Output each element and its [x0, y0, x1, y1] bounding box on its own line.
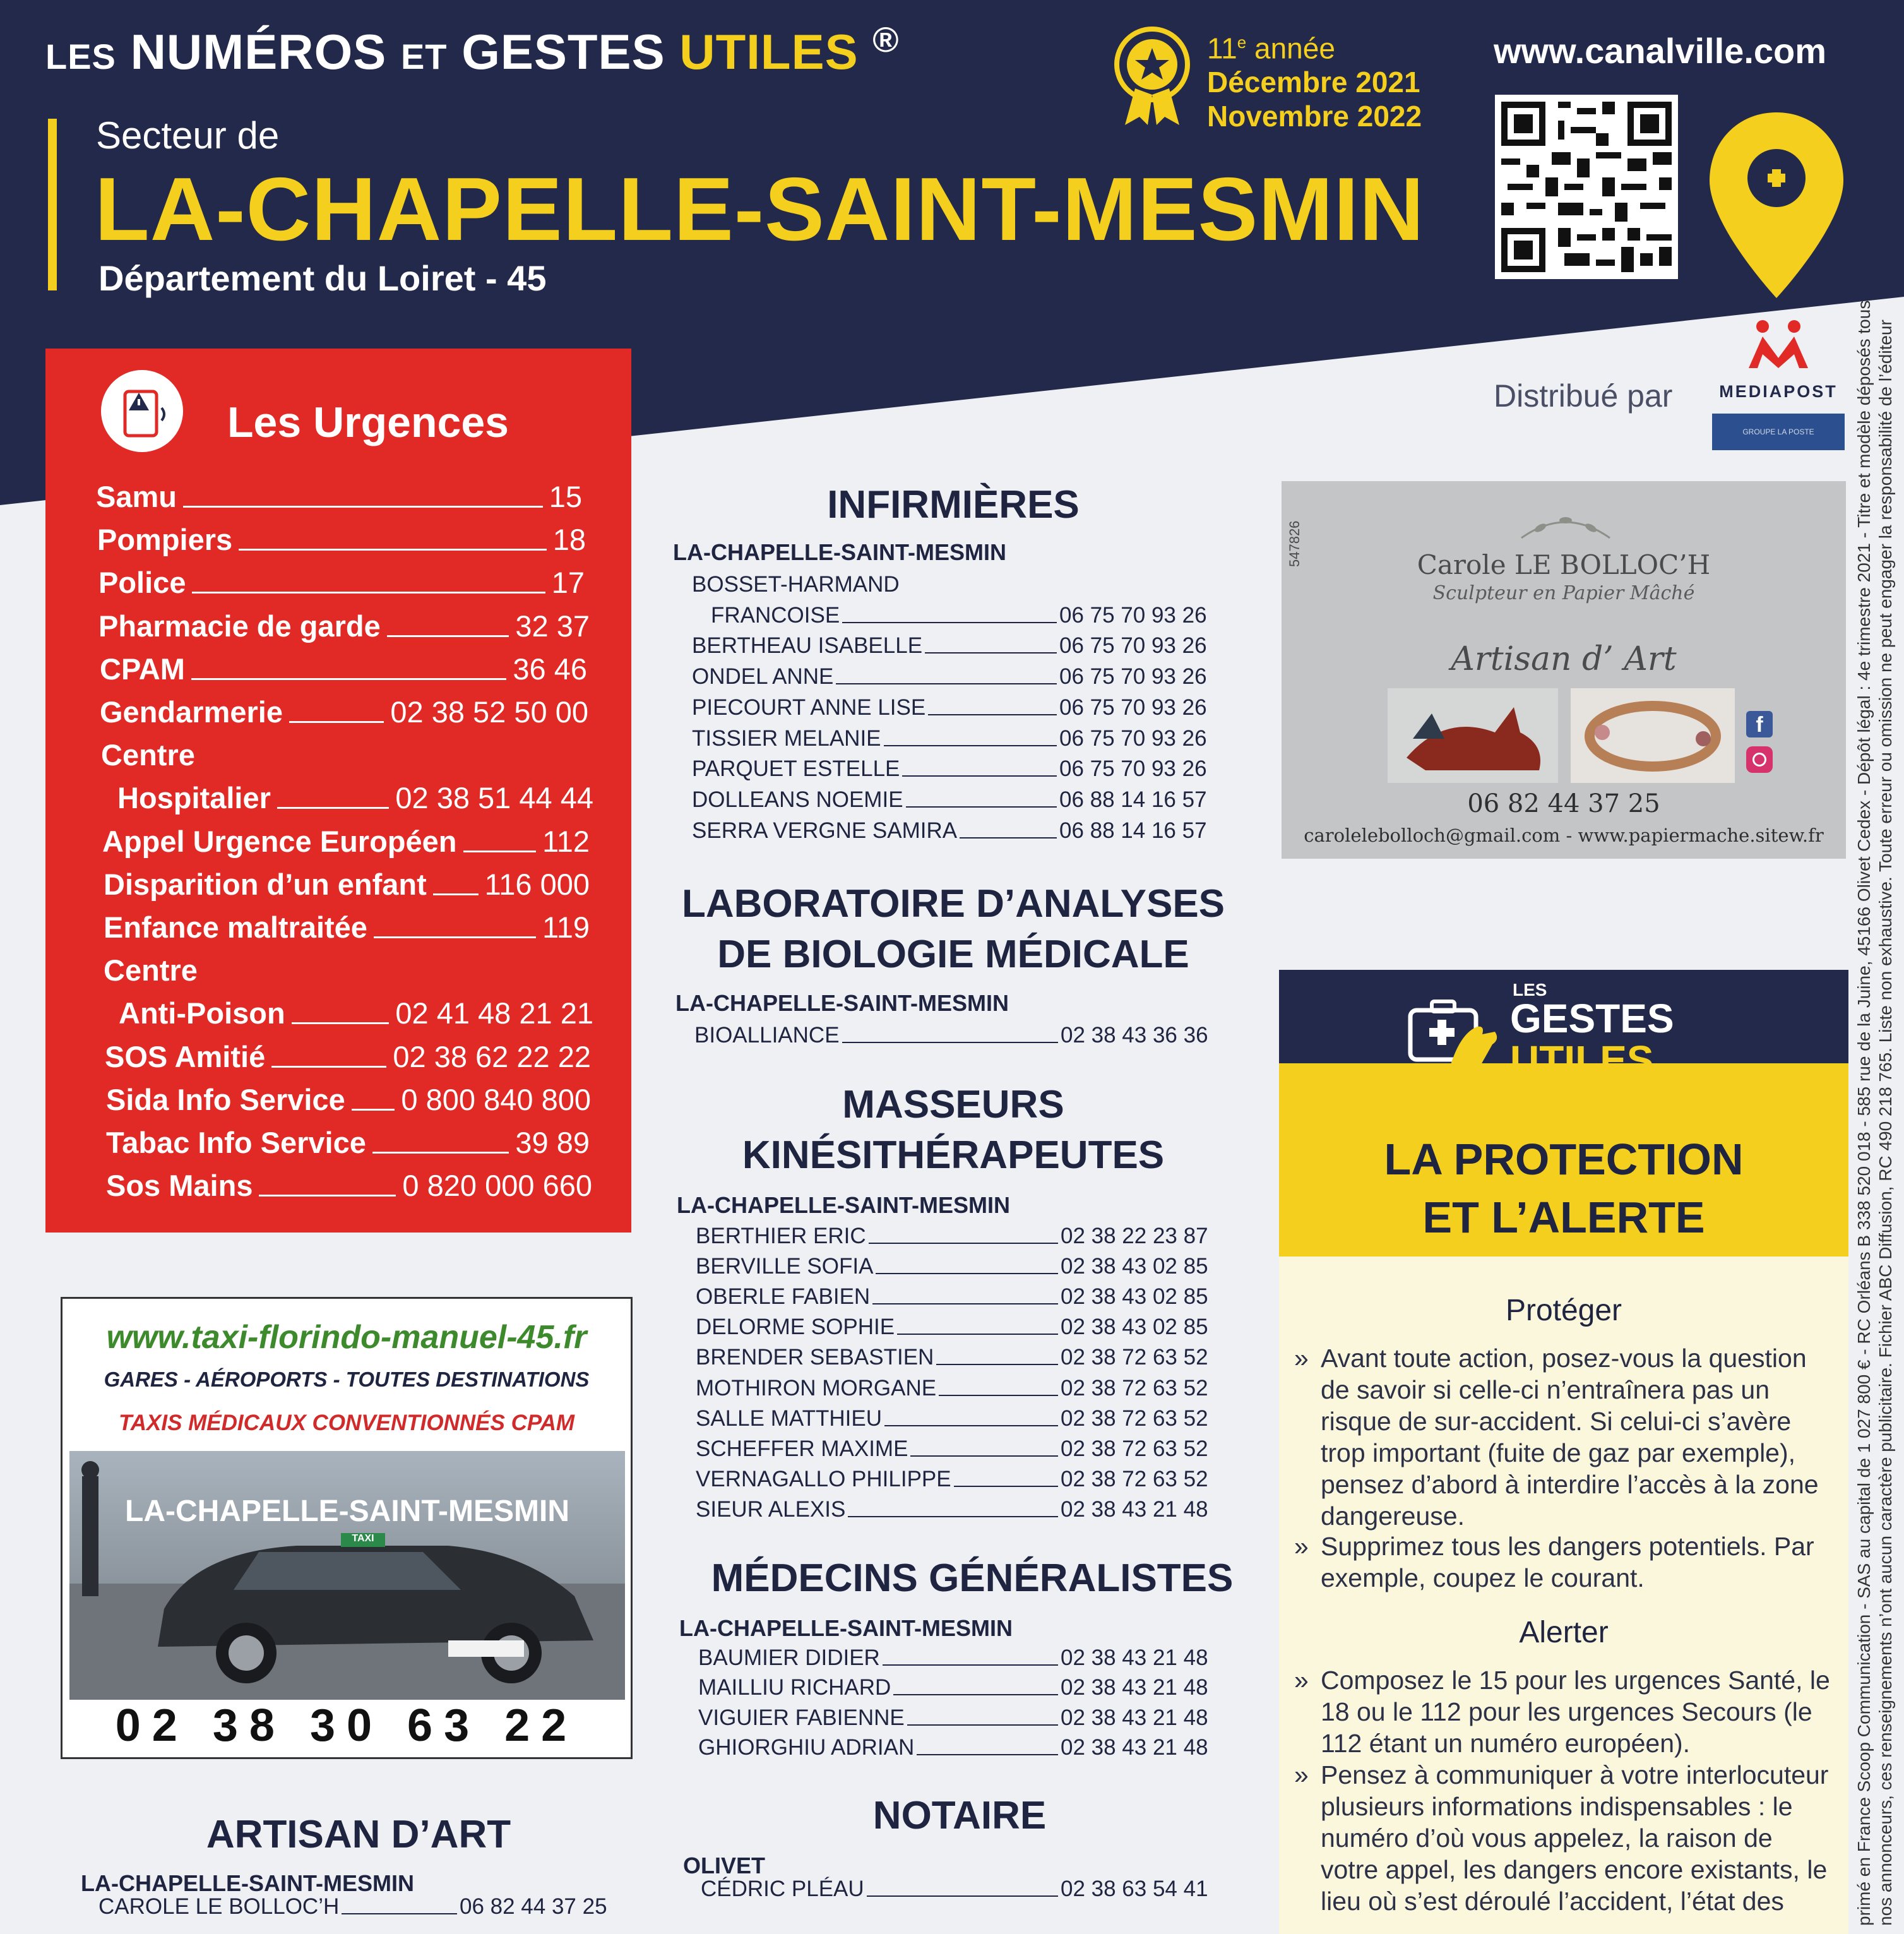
- entry-name: BERTHIER ERIC: [696, 1224, 866, 1248]
- alerter-heading: Alerter: [1519, 1616, 1609, 1649]
- directory-entry: [692, 785, 1221, 813]
- entry-name: FRANCOISE: [711, 602, 840, 628]
- secteur-label: Secteur de: [96, 114, 280, 157]
- ad-carole-subtitle: Sculpteur en Papier Mâché: [1432, 582, 1695, 604]
- taxi-car-photo: [69, 1451, 625, 1700]
- urgence-number[interactable]: 02 38 62 22 22: [393, 1039, 591, 1073]
- urgence-label: Tabac Info Service: [106, 1126, 366, 1159]
- leader-line: [463, 851, 537, 852]
- header-accent-bar: [48, 119, 57, 290]
- directory-entry: [711, 600, 1221, 628]
- gestes-les-label: LES: [1513, 980, 1547, 1000]
- urgence-label: Centre: [104, 953, 198, 988]
- masseurs-location: LA-CHAPELLE-SAINT-MESMIN: [677, 1192, 1010, 1218]
- entry-phone[interactable]: 06 75 70 93 26: [1059, 664, 1207, 689]
- urgence-row: [96, 475, 582, 514]
- urgence-number[interactable]: 112: [542, 824, 590, 858]
- laboratoire-location: LA-CHAPELLE-SAINT-MESMIN: [675, 990, 1009, 1016]
- leader-line: [939, 1395, 1058, 1396]
- entry-name: MOTHIRON MORGANE: [696, 1375, 937, 1400]
- leader-line: [869, 1243, 1058, 1244]
- urgence-label: Pharmacie de garde: [98, 609, 381, 643]
- urgence-label: CPAM: [100, 652, 185, 686]
- leader-line: [925, 652, 1057, 654]
- entry-phone[interactable]: 02 38 72 63 52: [1061, 1345, 1208, 1370]
- leader-line: [872, 1303, 1058, 1304]
- urgence-number[interactable]: 02 41 48 21 21: [395, 996, 593, 1030]
- leader-line: [374, 936, 536, 938]
- urgences-title: Les Urgences: [227, 398, 509, 446]
- edition-info: 11e année Décembre 2021 Novembre 2022: [1207, 32, 1422, 133]
- alerter-paragraph-2: » Pensez à communiquer à votre interlocuteur plusieurs informations indispensables : le numéro d’où vous appelez, la raison de votre appel, les dangers encore existants, le lieu où s’est déroulé l’accident, l’état des: [1321, 1759, 1832, 1917]
- leader-line: [277, 807, 389, 809]
- urgence-number[interactable]: 119: [542, 910, 590, 944]
- leader-line: [239, 549, 547, 551]
- entry-name: ONDEL ANNE: [692, 664, 834, 689]
- notaire-title: NOTAIRE: [872, 1794, 1047, 1837]
- directory-entry: [692, 724, 1221, 751]
- taxi-roof-sign: TAXI: [352, 1533, 374, 1544]
- urgence-number[interactable]: 18: [552, 523, 586, 557]
- directory-entry: [698, 1643, 1222, 1671]
- city-title: LA-CHAPELLE-SAINT-MESMIN: [95, 159, 1425, 260]
- urgence-label: Hospitalier: [117, 781, 271, 815]
- protection-alerte-title: LA PROTECTION ET L’ALERTE: [1384, 1135, 1744, 1242]
- entry-phone[interactable]: 06 75 70 93 26: [1059, 695, 1207, 720]
- urgence-row: [98, 561, 585, 600]
- urgence-row: [97, 518, 586, 557]
- legal-vertical-text: primé en France Scoop Communication - SAS au capital de 1 027 800 € - RC Orléans B 338 520 018 - 585 rue de la Juine, 45166 Olivet Cedex - Dépôt légal : 4e trimestre 2021 - Titre et modèle déposés tous nos annonceurs, ces renseignements n’ont aucun caractère publicitaire. Fichier ABC Diffusion, RC 490 218 765. Liste non exhaustive. Toute erreur ou omission ne peut engager la responsabilité de l’éditeur: [1854, 300, 1895, 1926]
- leader-line: [867, 1895, 1058, 1897]
- leader-line: [387, 635, 509, 637]
- leader-line: [259, 1195, 396, 1197]
- entry-phone[interactable]: 02 38 72 63 52: [1061, 1375, 1208, 1400]
- urgence-row: [105, 1035, 591, 1074]
- fox-sculpture-image: [1388, 688, 1558, 783]
- directory-entry: [692, 754, 1221, 782]
- urgence-row: [104, 905, 590, 945]
- urgence-label: Police: [98, 566, 186, 600]
- entry-name: BOSSET-HARMAND: [692, 572, 900, 597]
- ad-carole-lebolloch[interactable]: [1282, 481, 1846, 859]
- website-link[interactable]: www.canalville.com: [1494, 31, 1827, 71]
- proteger-heading: Protéger: [1505, 1294, 1622, 1327]
- leader-line: [183, 506, 543, 508]
- utiles-label: UTILES: [1510, 1037, 1654, 1083]
- artisan-title: ARTISAN D’ART: [206, 1813, 511, 1856]
- entry-phone[interactable]: 02 38 43 21 48: [1061, 1496, 1208, 1522]
- urgence-label: Centre: [101, 738, 195, 772]
- directory-entry: [98, 1892, 621, 1919]
- artisan-location: LA-CHAPELLE-SAINT-MESMIN: [81, 1870, 414, 1896]
- entry-name: PARQUET ESTELLE: [692, 756, 900, 782]
- urgence-row: [106, 1164, 592, 1203]
- ad-carole-phone: 06 82 44 37 25: [1467, 789, 1660, 818]
- laboratoire-title: LABORATOIRE D’ANALYSES DE BIOLOGIE MÉDICALE: [681, 882, 1225, 976]
- leader-line: [836, 683, 1057, 684]
- mediapost-logo: MEDIAPOST GROUPE LA POSTE: [1711, 319, 1846, 451]
- urgence-row: [101, 733, 195, 772]
- entry-phone[interactable]: 06 75 70 93 26: [1059, 633, 1207, 659]
- directory-entry: [696, 1404, 1222, 1431]
- entry-phone[interactable]: 06 75 70 93 26: [1059, 756, 1207, 782]
- urgence-number[interactable]: 02 38 51 44 44: [395, 781, 593, 815]
- directory-entry: [696, 1464, 1222, 1492]
- qr-code[interactable]: [1495, 95, 1678, 279]
- urgence-row: [106, 1121, 590, 1160]
- urgence-row: [104, 948, 198, 988]
- entry-name: OBERLE FABIEN: [696, 1284, 871, 1310]
- entry-name: CAROLE LE BOLLOC’H: [98, 1894, 340, 1919]
- urgence-label: Disparition d’un enfant: [104, 867, 427, 901]
- entry-phone[interactable]: 06 75 70 93 26: [1059, 602, 1207, 628]
- entry-name: DOLLEANS NOEMIE: [692, 787, 903, 812]
- ad-carole-contact[interactable]: carolelebolloch@gmail.com - www.papiermache.sitew.fr: [1304, 825, 1824, 846]
- urgence-row: [98, 604, 590, 643]
- leader-line: [928, 714, 1057, 715]
- entry-phone[interactable]: 02 38 63 54 41: [1061, 1877, 1208, 1901]
- entry-name: BERTHEAU ISABELLE: [692, 633, 923, 659]
- entry-phone[interactable]: 06 88 14 16 57: [1059, 818, 1207, 843]
- urgence-row: [106, 1078, 591, 1117]
- directory-entry: [696, 1373, 1222, 1401]
- leader-line: [352, 1109, 395, 1111]
- urgence-label: Samu: [96, 480, 177, 513]
- urgence-label: Sos Mains: [106, 1169, 253, 1203]
- entry-phone[interactable]: 02 38 72 63 52: [1061, 1466, 1208, 1491]
- directory-entry: [692, 570, 900, 597]
- medecins-title: MÉDECINS GÉNÉRALISTES: [711, 1556, 1234, 1600]
- instagram-icon[interactable]: [1746, 746, 1773, 773]
- directory-entry: [694, 1020, 1222, 1048]
- alerter-paragraph-1: » Composez le 15 pour les urgences Santé, le 18 ou le 112 pour les urgences Secours (le 112 étant un numéro européen).: [1321, 1664, 1832, 1759]
- urgence-number[interactable]: 15: [549, 480, 582, 513]
- first-aid-hand-icon: [1407, 995, 1501, 1070]
- flower-crown-image: [1571, 688, 1735, 783]
- leader-line: [954, 1486, 1058, 1487]
- entry-name: SERRA VERGNE SAMIRA: [692, 818, 958, 843]
- notaire-location: OLIVET: [683, 1853, 766, 1878]
- taxi-town: LA-CHAPELLE-SAINT-MESMIN: [125, 1495, 569, 1528]
- leader-line: [842, 622, 1057, 623]
- entry-name: BIOALLIANCE: [694, 1023, 840, 1048]
- gestes-label: GESTES: [1510, 996, 1674, 1041]
- urgence-number[interactable]: 0 800 840 800: [401, 1082, 591, 1116]
- urgence-row: [119, 991, 593, 1030]
- entry-phone[interactable]: 02 38 43 02 85: [1061, 1254, 1208, 1279]
- directory-entry: [692, 693, 1221, 720]
- urgence-row: [104, 863, 590, 902]
- taxi-phone[interactable]: 02 38 30 63 22: [115, 1700, 578, 1751]
- entry-phone[interactable]: 06 88 14 16 57: [1059, 787, 1207, 812]
- entry-phone[interactable]: 02 38 72 63 52: [1061, 1406, 1208, 1431]
- leader-line: [897, 1334, 1058, 1335]
- leader-line: [936, 1364, 1058, 1365]
- urgence-row: [117, 776, 593, 815]
- taxi-medical: TAXIS MÉDICAUX CONVENTIONNÉS CPAM: [118, 1411, 575, 1435]
- directory-entry: [696, 1282, 1222, 1310]
- entry-name: MAILLIU RICHARD: [698, 1675, 891, 1700]
- urgence-label: Appel Urgence Européen: [102, 824, 457, 858]
- leader-line: [883, 1664, 1058, 1666]
- taxi-destinations: GARES - AÉROPORTS - TOUTES DESTINATIONS: [104, 1368, 590, 1391]
- directory-entry: [696, 1221, 1222, 1249]
- entry-phone[interactable]: 02 38 43 02 85: [1061, 1284, 1208, 1310]
- leader-line: [372, 1152, 509, 1154]
- entry-name: SCHEFFER MAXIME: [696, 1436, 908, 1461]
- urgence-label: Gendarmerie: [100, 695, 283, 729]
- leader-line: [893, 1694, 1058, 1695]
- medal-icon: [1111, 25, 1193, 126]
- urgence-row: [100, 690, 588, 729]
- entry-name: CÉDRIC PLÉAU: [701, 1877, 864, 1901]
- leader-line: [906, 806, 1057, 808]
- ad-carole-name: Carole LE BOLLOC’H: [1417, 549, 1711, 580]
- urgence-label: Pompiers: [97, 523, 233, 557]
- leader-line: [433, 893, 479, 895]
- entry-name: SALLE MATTHIEU: [696, 1406, 882, 1431]
- urgence-number[interactable]: 02 38 52 50 00: [390, 695, 588, 729]
- ad-carole-tagline: Artisan d’ Art: [1451, 640, 1677, 678]
- entry-phone[interactable]: 02 38 43 21 48: [1061, 1705, 1208, 1730]
- directory-entry: [698, 1703, 1222, 1731]
- directory-entry: [698, 1673, 1222, 1700]
- urgence-row: [100, 647, 587, 686]
- entry-phone[interactable]: 02 38 43 21 48: [1061, 1675, 1208, 1700]
- urgence-label: Sida Info Service: [106, 1082, 345, 1116]
- leader-line: [848, 1516, 1058, 1517]
- medecins-location: LA-CHAPELLE-SAINT-MESMIN: [679, 1615, 1013, 1641]
- taxi-website[interactable]: www.taxi-florindo-manuel-45.fr: [106, 1319, 587, 1356]
- ad-code: 547826: [1287, 520, 1302, 567]
- leader-line: [191, 678, 506, 680]
- urgence-label: Anti-Poison: [119, 996, 285, 1030]
- entry-name: SIEUR ALEXIS: [696, 1496, 846, 1522]
- leader-line: [342, 1913, 457, 1914]
- leader-line: [917, 1754, 1058, 1755]
- entry-name: VIGUIER FABIENNE: [698, 1705, 905, 1730]
- urgence-number[interactable]: 0 820 000 660: [402, 1169, 592, 1203]
- directory-entry: [692, 662, 1221, 689]
- infirmieres-location: LA-CHAPELLE-SAINT-MESMIN: [673, 539, 1006, 565]
- leader-line: [884, 1425, 1058, 1426]
- entry-name: PIECOURT ANNE LISE: [692, 695, 926, 720]
- leader-line: [960, 837, 1057, 839]
- entry-name: TISSIER MELANIE: [692, 725, 881, 751]
- directory-entry: [692, 631, 1221, 659]
- urgence-number[interactable]: 39 89: [515, 1126, 590, 1159]
- leader-line: [192, 592, 545, 594]
- urgence-number[interactable]: 36 46: [513, 652, 587, 686]
- leaf-ornament-icon: [1515, 506, 1616, 551]
- leader-line: [289, 721, 384, 723]
- phone-alert-icon: [101, 370, 183, 452]
- entry-phone[interactable]: 02 38 72 63 52: [1061, 1436, 1208, 1461]
- entry-phone[interactable]: 02 38 43 02 85: [1061, 1315, 1208, 1340]
- entry-name: BRENDER SEBASTIEN: [696, 1345, 934, 1370]
- entry-phone[interactable]: 06 82 44 37 25: [460, 1894, 607, 1919]
- distributed-by-label: Distribué par: [1494, 378, 1673, 414]
- entry-phone[interactable]: 06 75 70 93 26: [1059, 725, 1207, 751]
- urgence-label: Enfance maltraitée: [104, 910, 367, 944]
- directory-entry: [701, 1874, 1222, 1902]
- leader-line: [842, 1042, 1058, 1043]
- brand-title: LES NUMÉROS ET GESTES UTILES ®: [45, 20, 900, 80]
- facebook-icon[interactable]: f: [1746, 711, 1773, 737]
- department-label: Département du Loiret - 45: [98, 258, 547, 298]
- mediapost-banner: GROUPE LA POSTE: [1712, 414, 1845, 450]
- entry-name: BAUMIER DIDIER: [698, 1645, 880, 1670]
- proteger-paragraph-2: » Supprimez tous les dangers potentiels. Par exemple, coupez le courant.: [1321, 1531, 1832, 1594]
- entry-name: DELORME SOPHIE: [696, 1315, 895, 1340]
- directory-entry: [696, 1434, 1222, 1462]
- urgence-number[interactable]: 32 37: [515, 609, 590, 643]
- leader-line: [907, 1724, 1058, 1726]
- masseurs-title: MASSEURS KINÉSITHÉRAPEUTES: [742, 1083, 1165, 1177]
- urgence-row: [102, 820, 590, 859]
- leader-line: [902, 775, 1057, 777]
- entry-phone[interactable]: 02 38 43 21 48: [1061, 1734, 1208, 1760]
- entry-name: GHIORGHIU ADRIAN: [698, 1734, 915, 1760]
- location-pin-icon: [1702, 107, 1851, 303]
- urgence-number[interactable]: 17: [551, 566, 585, 600]
- directory-entry: [696, 1312, 1222, 1340]
- entry-phone[interactable]: 02 38 22 23 87: [1061, 1224, 1208, 1248]
- infirmieres-title: INFIRMIÈRES: [827, 483, 1080, 527]
- entry-name: VERNAGALLO PHILIPPE: [696, 1466, 951, 1491]
- urgence-number[interactable]: 116 000: [484, 867, 590, 901]
- entry-name: BERVILLE SOFIA: [696, 1254, 874, 1279]
- leader-line: [910, 1455, 1058, 1457]
- leader-line: [292, 1022, 390, 1024]
- leader-line: [876, 1273, 1058, 1274]
- proteger-paragraph-1: » Avant toute action, posez-vous la question de savoir si celle-ci n’entraînera pas un risque de sur-accident. Si celui-ci s’avère trop important (fuite de gaz par exemple), pensez d’abord à interdire l’accès à la zone dangereuse.: [1321, 1342, 1832, 1532]
- directory-entry: [696, 1342, 1222, 1370]
- entry-phone[interactable]: 02 38 43 21 48: [1061, 1645, 1208, 1670]
- urgence-label: SOS Amitié: [105, 1039, 266, 1073]
- directory-entry: [696, 1495, 1222, 1522]
- leader-line: [271, 1066, 386, 1068]
- leader-line: [884, 745, 1057, 746]
- directory-entry: [692, 816, 1221, 844]
- directory-entry: [696, 1251, 1222, 1279]
- entry-phone[interactable]: 02 38 43 36 36: [1061, 1023, 1208, 1048]
- directory-entry: [698, 1733, 1222, 1760]
- mediapost-m-icon: [1744, 319, 1813, 369]
